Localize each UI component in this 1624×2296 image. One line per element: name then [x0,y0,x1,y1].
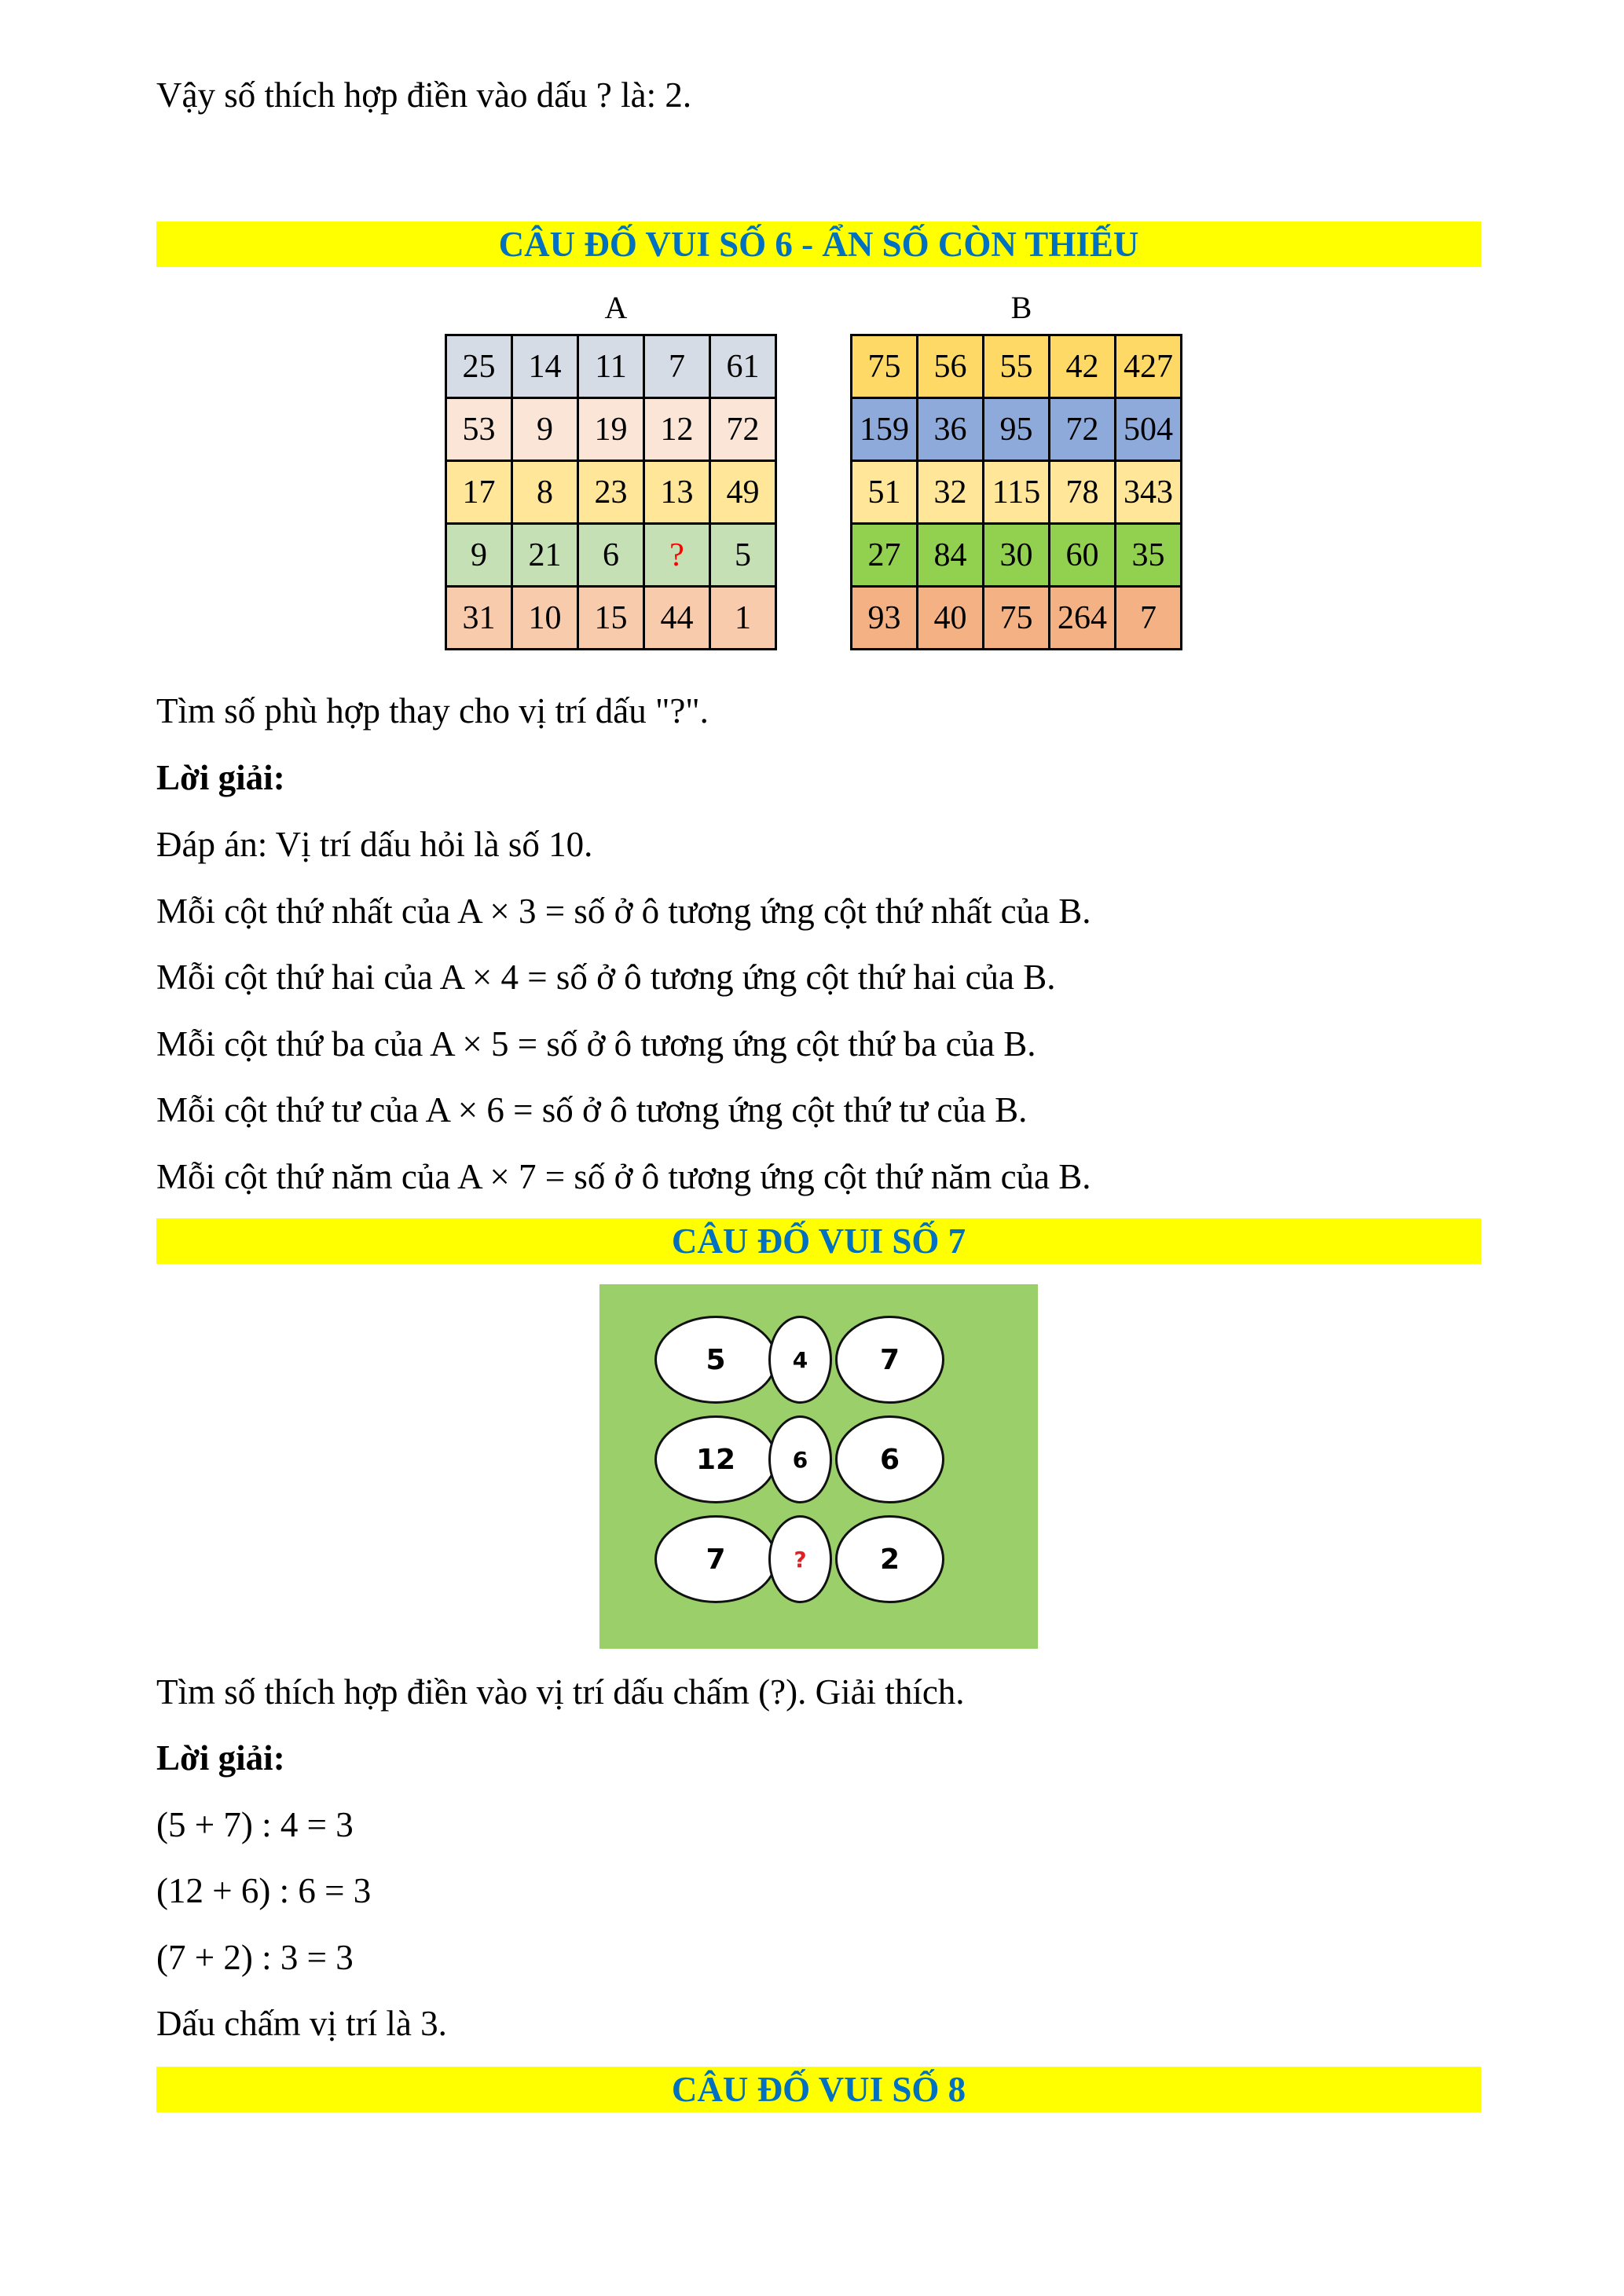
table-cell: 15 [578,587,644,650]
table-cell: 44 [644,587,710,650]
table-cell: 115 [984,461,1050,524]
table-row [852,461,1182,524]
puzzle8-title: CÂU ĐỐ VUI SỐ 8 [156,2067,1481,2112]
table-row [852,587,1182,650]
table-cell: 27 [852,524,918,587]
puzzle7-line: (5 + 7) : 4 = 3 [156,1805,354,1844]
egg-number: 7 [654,1515,777,1603]
table-cell: 25 [446,335,512,398]
table-cell: 6 [578,524,644,587]
table-cell: 343 [1116,461,1182,524]
table-cell: ? [644,524,710,587]
table-cell: 12 [644,398,710,461]
table-row [446,335,776,398]
egg-number: 12 [654,1415,777,1503]
puzzle6-solution-label: Lời giải: [156,758,285,797]
table-cell: 51 [852,461,918,524]
egg-number: 5 [654,1316,777,1404]
puzzle6-line: Mỗi cột thứ hai của A × 4 = số ở ô tương ứng cột thứ hai của B. [156,958,1056,997]
table-cell: 504 [1116,398,1182,461]
table-cell: 264 [1050,587,1116,650]
puzzle6-line: Mỗi cột thứ nhất của A × 3 = số ở ô tương ứng cột thứ nhất của B. [156,892,1091,931]
table-a-label: A [604,290,628,325]
table-cell: 55 [984,335,1050,398]
table-cell: 32 [918,461,984,524]
table-cell: 159 [852,398,918,461]
puzzle6-line: Mỗi cột thứ tư của A × 6 = số ở ô tương ứng cột thứ tư của B. [156,1090,1028,1130]
puzzle6-line: Mỗi cột thứ năm của A × 7 = số ở ô tương ứng cột thứ năm của B. [156,1157,1091,1196]
table-cell: 60 [1050,524,1116,587]
table-row [852,524,1182,587]
table-cell: 36 [918,398,984,461]
table-cell: 10 [512,587,578,650]
egg-number: 6 [835,1415,944,1503]
table-cell: 56 [918,335,984,398]
table-cell: 35 [1116,524,1182,587]
table-cell: 1 [710,587,776,650]
table-cell: 9 [512,398,578,461]
table-b [850,334,1182,650]
table-cell: 7 [644,335,710,398]
puzzle7-line: (12 + 6) : 6 = 3 [156,1871,372,1910]
puzzle7-solution-label: Lời giải: [156,1738,285,1778]
table-cell: 40 [918,587,984,650]
table-row [446,461,776,524]
table-cell: 95 [984,398,1050,461]
table-row [446,587,776,650]
table-cell: 17 [446,461,512,524]
table-cell: 78 [1050,461,1116,524]
table-cell: 84 [918,524,984,587]
puzzle7-line: Dấu chấm vị trí là 3. [156,2004,447,2043]
table-cell: 14 [512,335,578,398]
table-cell: 5 [710,524,776,587]
table-row [446,524,776,587]
table-cell: 75 [852,335,918,398]
table-row [852,398,1182,461]
table-b-label: B [1010,290,1032,325]
table-cell: 93 [852,587,918,650]
puzzle6-title: CÂU ĐỐ VUI SỐ 6 - ẨN SỐ CÒN THIẾU [156,222,1481,267]
table-cell: 11 [578,335,644,398]
table-cell: 42 [1050,335,1116,398]
table-cell: 427 [1116,335,1182,398]
table-row [852,335,1182,398]
table-cell: 75 [984,587,1050,650]
table-cell: 7 [1116,587,1182,650]
egg-number: 6 [768,1415,832,1503]
table-a [445,334,777,650]
puzzle7-title: CÂU ĐỐ VUI SỐ 7 [156,1218,1481,1264]
table-cell: 72 [710,398,776,461]
intro-text: Vậy số thích hợp điền vào dấu ? là: 2. [156,75,692,115]
table-row [446,398,776,461]
puzzle6-line: Mỗi cột thứ ba của A × 5 = số ở ô tương ứng cột thứ ba của B. [156,1024,1036,1064]
table-cell: 13 [644,461,710,524]
table-cell: 30 [984,524,1050,587]
egg-puzzle-image [599,1284,1038,1649]
table-cell: 53 [446,398,512,461]
egg-question-mark: ? [768,1515,832,1603]
egg-number: 4 [768,1316,832,1404]
egg-number: 7 [835,1316,944,1404]
table-cell: 23 [578,461,644,524]
table-cell: 72 [1050,398,1116,461]
table-cell: 9 [446,524,512,587]
puzzle7-line: (7 + 2) : 3 = 3 [156,1938,354,1977]
table-cell: 21 [512,524,578,587]
table-cell: 19 [578,398,644,461]
table-cell: 49 [710,461,776,524]
puzzle7-question: Tìm số thích hợp điền vào vị trí dấu chấm (?). Giải thích. [156,1672,965,1712]
puzzle6-line: Đáp án: Vị trí dấu hỏi là số 10. [156,825,593,864]
puzzle6-question: Tìm số phù hợp thay cho vị trí dấu "?". [156,691,709,731]
table-cell: 8 [512,461,578,524]
egg-number: 2 [835,1515,944,1603]
table-cell: 61 [710,335,776,398]
table-cell: 31 [446,587,512,650]
